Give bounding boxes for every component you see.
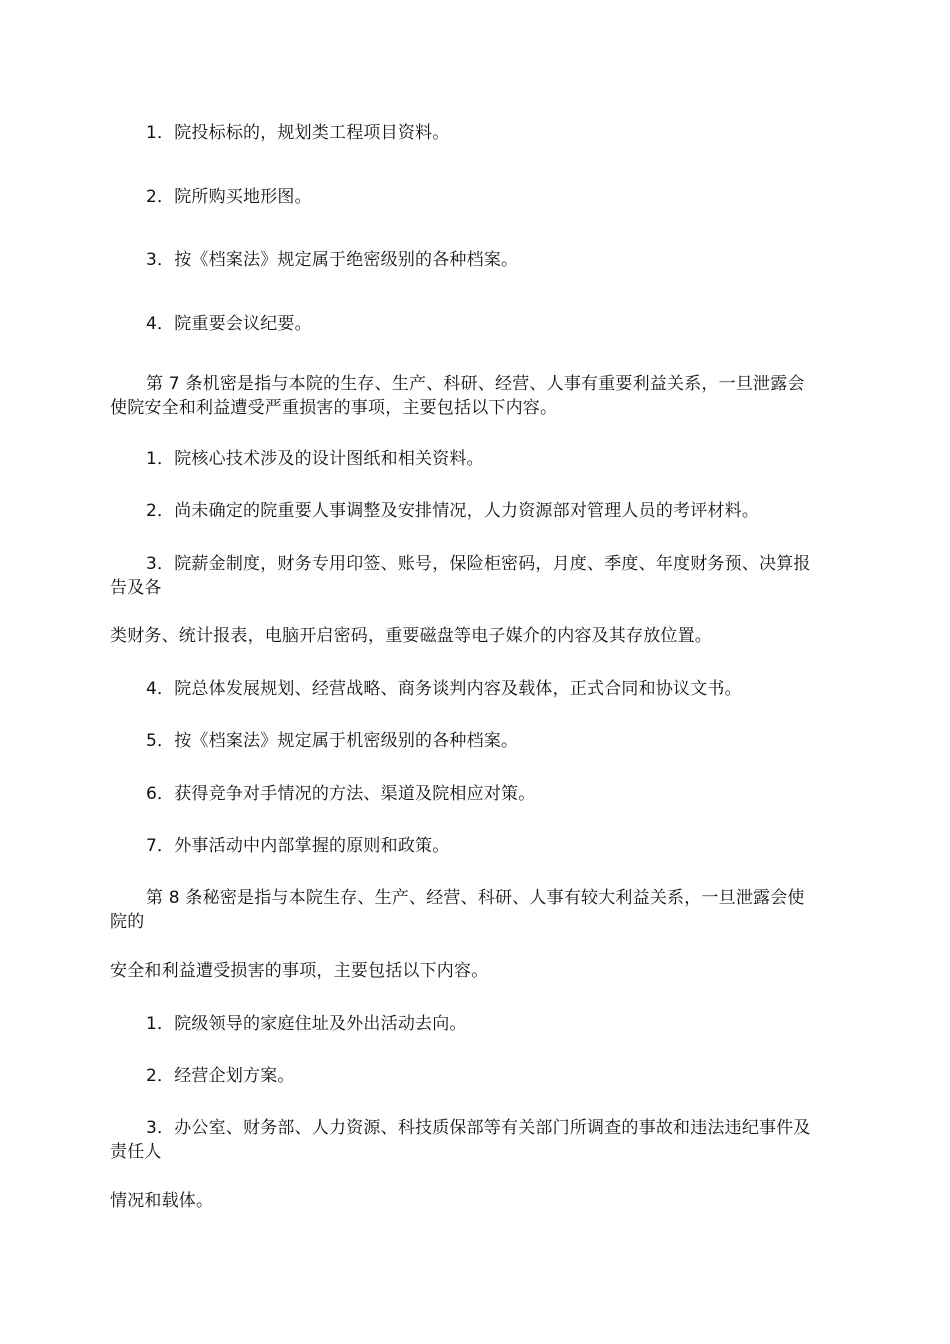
list-item: 3．按《档案法》规定属于绝密级别的各种档案。 bbox=[146, 250, 519, 270]
article-7-line-2: 使院安全和利益遭受严重损害的事项，主要包括以下内容。 bbox=[110, 398, 558, 418]
list-item: 5．按《档案法》规定属于机密级别的各种档案。 bbox=[146, 731, 519, 751]
list-item: 1．院核心技术涉及的设计图纸和相关资料。 bbox=[146, 449, 484, 469]
list-item: 1．院投标标的，规划类工程项目资料。 bbox=[146, 123, 450, 143]
list-item: 1．院级领导的家庭住址及外出活动去向。 bbox=[146, 1014, 467, 1034]
list-item: 4．院重要会议纪要。 bbox=[146, 314, 312, 334]
article-8-line-3: 安全和利益遭受损害的事项，主要包括以下内容。 bbox=[110, 961, 489, 981]
list-item: 7．外事活动中内部掌握的原则和政策。 bbox=[146, 836, 450, 856]
article-7-line-1: 第 7 条机密是指与本院的生存、生产、科研、经营、人事有重要利益关系，一旦泄露会 bbox=[146, 374, 805, 394]
list-item: 3．院薪金制度，财务专用印签、账号，保险柜密码，月度、季度、年度财务预、决算报 bbox=[146, 554, 811, 574]
list-item-continuation: 责任人 bbox=[110, 1142, 162, 1162]
list-item: 2．经营企划方案。 bbox=[146, 1066, 295, 1086]
article-8-line-1: 第 8 条秘密是指与本院生存、生产、经营、科研、人事有较大利益关系，一旦泄露会使 bbox=[146, 888, 805, 908]
list-item-continuation: 类财务、统计报表，电脑开启密码，重要磁盘等电子媒介的内容及其存放位置。 bbox=[110, 626, 712, 646]
list-item: 3．办公室、财务部、人力资源、科技质保部等有关部门所调查的事故和违法违纪事件及 bbox=[146, 1118, 811, 1138]
list-item: 4．院总体发展规划、经营战略、商务谈判内容及载体，正式合同和协议文书。 bbox=[146, 679, 742, 699]
list-item: 6．获得竞争对手情况的方法、渠道及院相应对策。 bbox=[146, 784, 536, 804]
list-item: 2．尚未确定的院重要人事调整及安排情况，人力资源部对管理人员的考评材料。 bbox=[146, 501, 760, 521]
list-item-continuation: 告及各 bbox=[110, 578, 162, 598]
list-item: 2．院所购买地形图。 bbox=[146, 187, 312, 207]
list-item-continuation: 情况和载体。 bbox=[110, 1191, 214, 1211]
article-8-line-2: 院的 bbox=[110, 912, 145, 932]
